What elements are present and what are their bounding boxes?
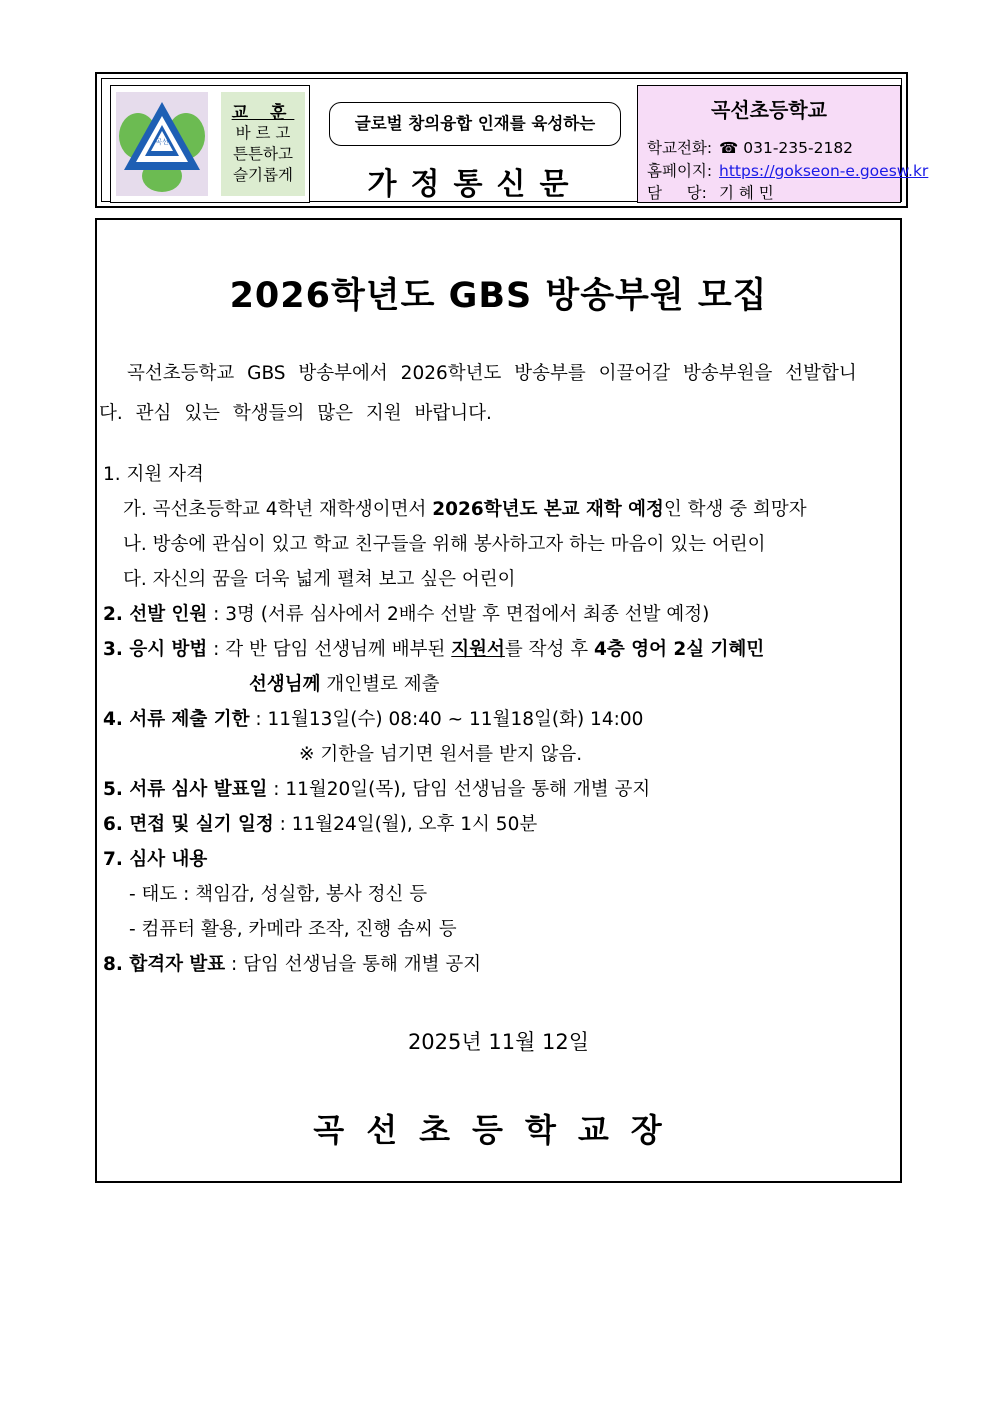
section-1-title: 1. 지원 자격 (103, 464, 204, 485)
phone-value: ☎ 031-235-2182 (719, 139, 854, 157)
section-7-title: 7. 심사 내용 (103, 849, 208, 870)
section-3 (103, 635, 764, 661)
school-name: 곡선초등학교 (711, 98, 827, 122)
section-7-item-b: - 컴퓨터 활용, 카메라 조작, 진행 솜씨 등 (129, 919, 457, 940)
document-title: 2026학년도 GBS 방송부원 모집 (229, 276, 768, 316)
newsletter-title: 가정통신문 (367, 167, 583, 202)
motto-line-3: 슬기롭게 (233, 166, 293, 184)
section-8-text: : 담임 선생님을 통해 개별 공지 (225, 954, 482, 975)
school-slogan: 글로벌 창의융합 인재를 육성하는 (329, 102, 621, 146)
motto-title: 교 훈 (231, 103, 295, 123)
section-1-item-a-tail: 인 학생 중 희망자 (663, 499, 807, 520)
phone-row (647, 136, 853, 158)
section-3-text: : 각 반 담임 선생님께 배부된 (207, 639, 452, 660)
document-date: 2025년 11월 12일 (407, 1030, 590, 1054)
section-1-item-a-text: 가. 곡선초등학교 4학년 재학생이면서 (123, 499, 433, 520)
section-6-text: : 11월24일(월), 오후 1시 50분 (273, 814, 538, 835)
section-2-text: : 3명 (서류 심사에서 2배수 선발 후 면접에서 최종 선발 예정) (207, 604, 710, 625)
section-3-submit: 개인별로 제출 (320, 674, 440, 695)
section-5 (103, 775, 650, 801)
section-3-place: 4층 영어 2실 기혜민 (594, 639, 765, 660)
school-logo (116, 92, 208, 196)
homepage-link[interactable]: https://gokseon-e.goesw.kr (719, 162, 929, 180)
intro-line-1: 곡선초등학교 GBS 방송부에서 2026학년도 방송부를 이끌어갈 방송부원을 선발합니 (127, 363, 857, 384)
section-4-text: : 11월13일(수) 08:40 ~ 11월18일(화) 14:00 (249, 709, 644, 730)
newsletter-header (95, 72, 929, 208)
section-1-item-a (123, 495, 807, 521)
section-3-mid: 를 작성 후 (504, 639, 595, 660)
phone-label: 학교전화: (647, 139, 713, 157)
section-5-title: 5. 서류 심사 발표일 (103, 779, 268, 800)
principal-signature: 곡선초등학교장 (313, 1111, 684, 1149)
section-3-line-2 (249, 670, 439, 696)
section-8 (103, 950, 481, 976)
logo-text-top: 곡선 (155, 138, 169, 146)
section-1-item-a-bold: 2026학년도 본교 재학 예정 (432, 499, 664, 520)
section-2 (103, 600, 709, 626)
section-6 (103, 810, 537, 836)
section-3-teacher: 선생님께 (249, 674, 321, 695)
section-3-title: 3. 응시 방법 (103, 639, 208, 660)
section-6-title: 6. 면접 및 실기 일정 (103, 814, 274, 835)
school-motto (221, 92, 305, 196)
homepage-label: 홈페이지: (647, 162, 713, 180)
section-4 (103, 705, 643, 731)
intro-line-2: 다. 관심 있는 학생들의 많은 지원 바랍니다. (99, 403, 492, 424)
contact-label: 담 당: (647, 184, 707, 202)
section-3-form: 지원서 (451, 639, 505, 660)
school-logo-motto-box (110, 85, 310, 203)
section-4-note: ※ 기한을 넘기면 원서를 받지 않음. (299, 744, 583, 765)
header-inner-frame (101, 78, 929, 202)
notice-body (95, 218, 902, 1183)
school-emblem-icon (116, 92, 208, 196)
school-info-box (637, 85, 929, 203)
section-7-item-a: - 태도 : 책임감, 성실함, 봉사 정신 등 (129, 884, 428, 905)
intro-paragraph (99, 354, 899, 434)
section-1-item-c: 다. 자신의 꿈을 더욱 넓게 펼쳐 보고 싶은 어린이 (123, 569, 516, 590)
section-5-text: : 11월20일(목), 담임 선생님을 통해 개별 공지 (267, 779, 651, 800)
section-8-title: 8. 합격자 발표 (103, 954, 226, 975)
homepage-row (647, 159, 928, 181)
section-4-title: 4. 서류 제출 기한 (103, 709, 250, 730)
motto-line-2: 튼튼하고 (233, 145, 293, 163)
motto-line-1: 바 르 고 (235, 124, 291, 142)
section-1-item-b: 나. 방송에 관심이 있고 학교 친구들을 위해 봉사하고자 하는 마음이 있는 어린이 (123, 534, 766, 555)
contact-row (647, 181, 774, 203)
section-2-title: 2. 선발 인원 (103, 604, 208, 625)
contact-value: 기 혜 민 (719, 184, 774, 202)
